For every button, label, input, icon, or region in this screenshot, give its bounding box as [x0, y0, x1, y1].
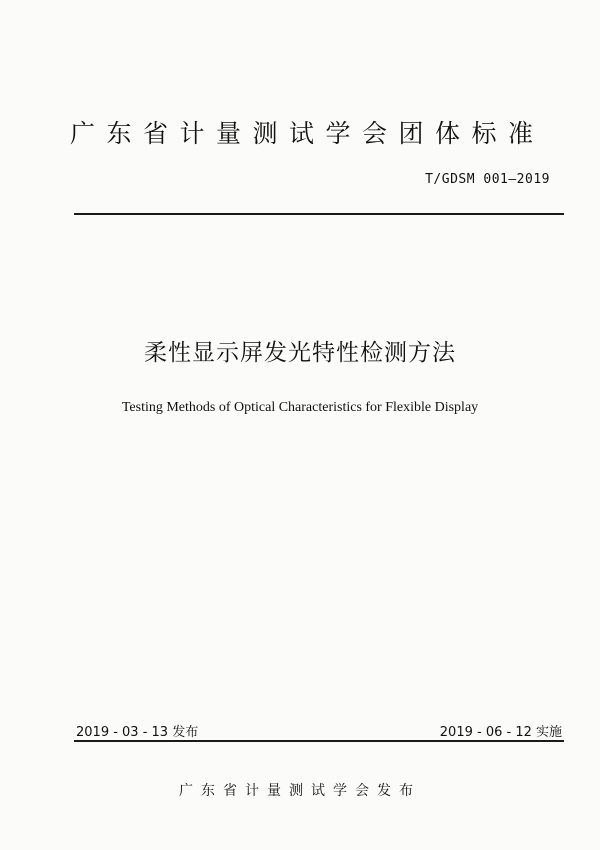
standard-code: T/GDSM 001—2019: [425, 172, 550, 187]
release-date: 2019 - 03 - 13 发布: [76, 725, 199, 740]
top-divider: [74, 213, 564, 215]
publisher: 广东省计量测试学会发布: [179, 783, 421, 799]
bottom-divider: [74, 740, 564, 742]
document-title-chinese: 柔性显示屏发光特性检测方法: [144, 340, 456, 366]
implementation-date: 2019 - 06 - 12 实施: [439, 725, 562, 740]
organization-title: 广东省计量测试学会团体标准: [70, 119, 545, 148]
document-title-english: Testing Methods of Optical Characteristics for Flexible Display: [121, 400, 479, 415]
